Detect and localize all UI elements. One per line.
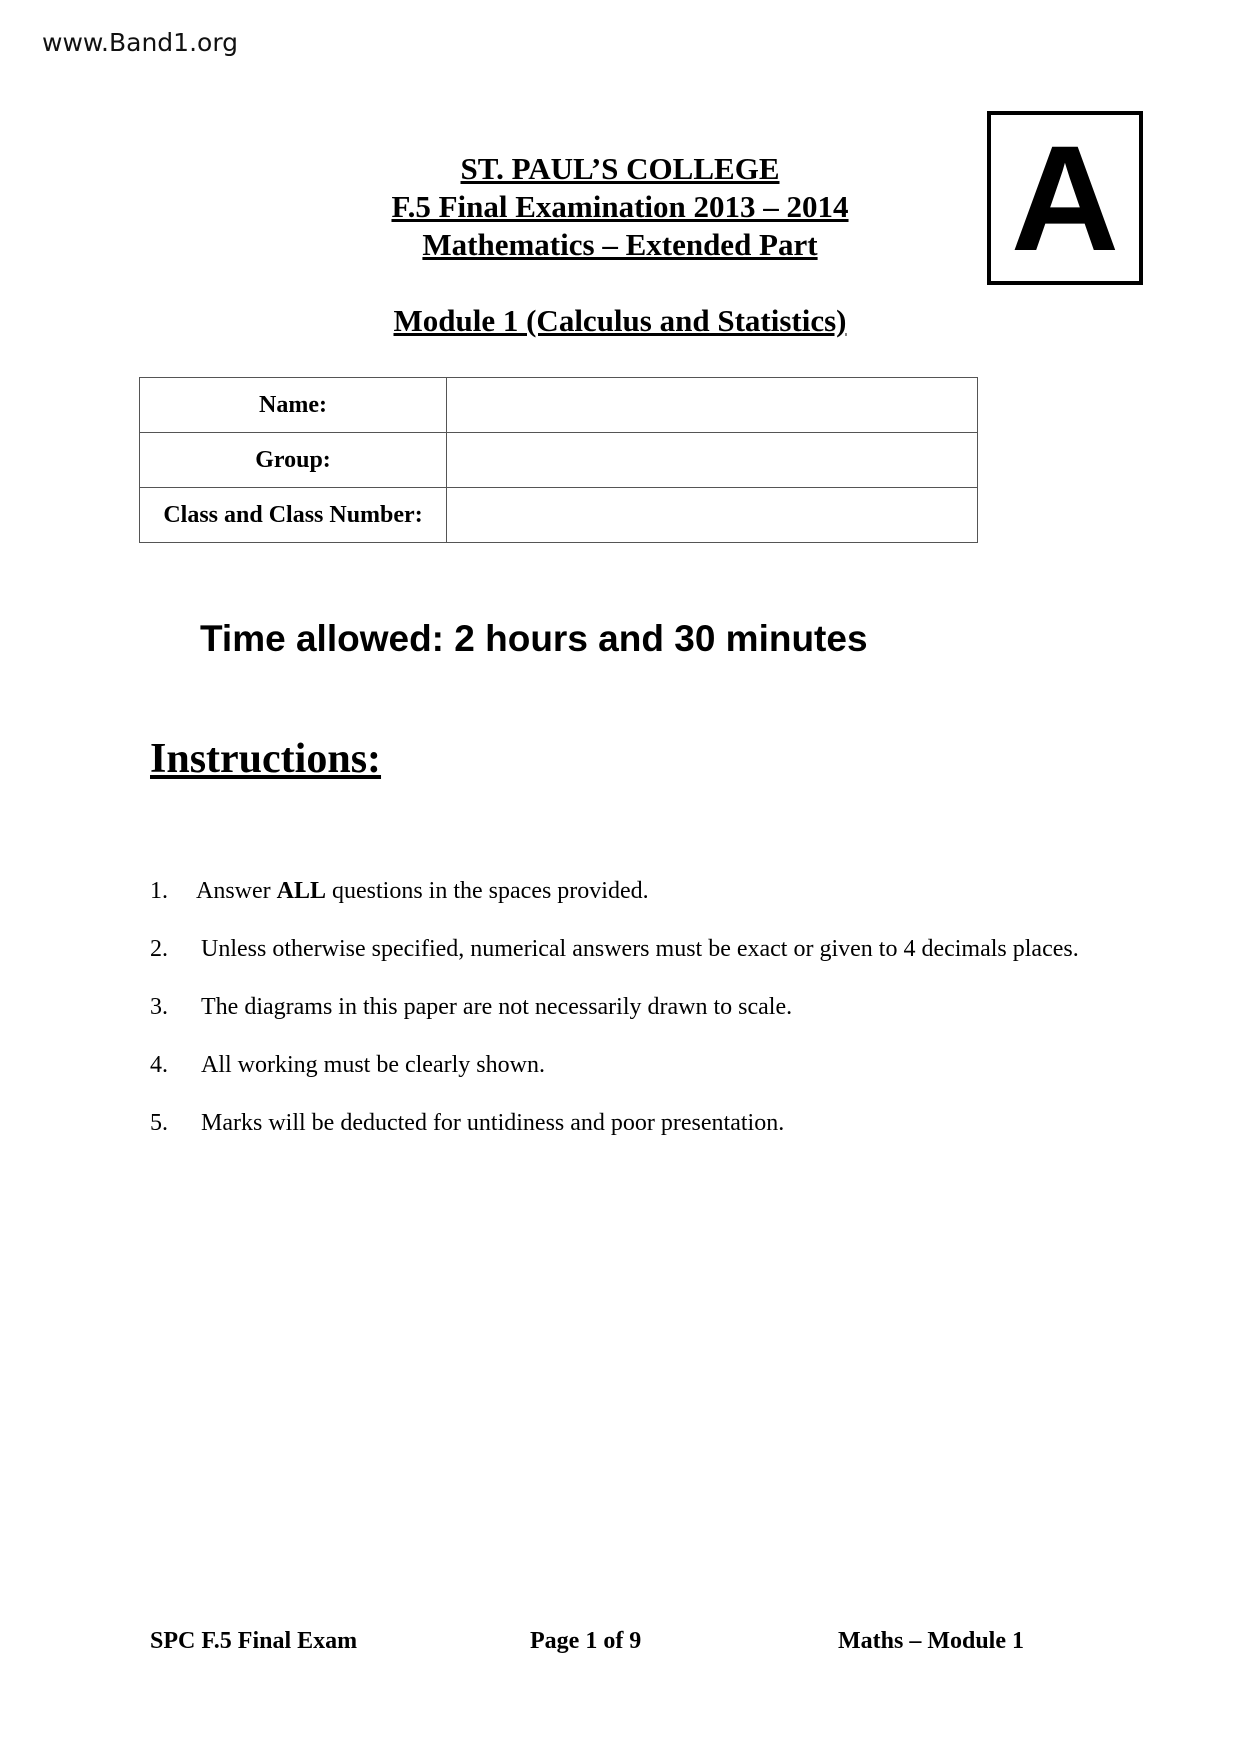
time-allowed: Time allowed: 2 hours and 30 minutes xyxy=(200,618,868,659)
list-item xyxy=(150,870,1090,913)
footer-page-number: Page 1 of 9 xyxy=(530,1628,642,1654)
name-field[interactable] xyxy=(447,378,978,433)
class-number-label: Class and Class Number: xyxy=(140,488,447,543)
college-name: ST. PAUL’S COLLEGE xyxy=(460,151,780,186)
list-item xyxy=(150,1044,1090,1087)
item-text: questions in the spaces provided. xyxy=(326,878,649,904)
exam-title: F.5 Final Examination 2013 – 2014 xyxy=(391,189,849,224)
instructions-heading: Instructions: xyxy=(150,736,382,782)
item-text: All working must be clearly shown. xyxy=(201,1052,545,1078)
paper-version-box xyxy=(987,111,1143,285)
item-number: 1. xyxy=(150,878,168,904)
list-item xyxy=(150,1102,1090,1145)
module-title: Module 1 (Calculus and Statistics) xyxy=(393,303,847,338)
group-field[interactable] xyxy=(447,433,978,488)
item-number: 3. xyxy=(150,994,168,1020)
item-number: 4. xyxy=(150,1052,168,1078)
student-info-table xyxy=(139,377,978,543)
list-item xyxy=(150,986,1090,1029)
watermark-url: www.Band1.org xyxy=(42,28,239,57)
class-number-field[interactable] xyxy=(447,488,978,543)
group-label: Group: xyxy=(140,433,447,488)
footer-module: Maths – Module 1 xyxy=(838,1628,1024,1654)
item-text: Marks will be deducted for untidiness and poor presentation. xyxy=(201,1110,785,1136)
table-row xyxy=(140,488,978,543)
exam-header xyxy=(320,150,920,264)
table-row xyxy=(140,433,978,488)
footer-exam-name: SPC F.5 Final Exam xyxy=(150,1628,358,1654)
subject-title: Mathematics – Extended Part xyxy=(422,227,818,262)
item-text: Answer xyxy=(196,878,277,904)
name-label: Name: xyxy=(140,378,447,433)
item-text: The diagrams in this paper are not necessarily drawn to scale. xyxy=(201,994,793,1020)
item-number: 5. xyxy=(150,1110,168,1136)
item-emphasis: ALL xyxy=(276,878,327,904)
list-item xyxy=(150,928,1090,971)
table-row xyxy=(140,378,978,433)
paper-version-letter: A xyxy=(1010,114,1120,282)
instructions-list xyxy=(150,870,1090,1160)
item-number: 2. xyxy=(150,936,168,962)
item-text: Unless otherwise specified, numerical answers must be exact or given to 4 decimals places. xyxy=(201,936,1079,962)
